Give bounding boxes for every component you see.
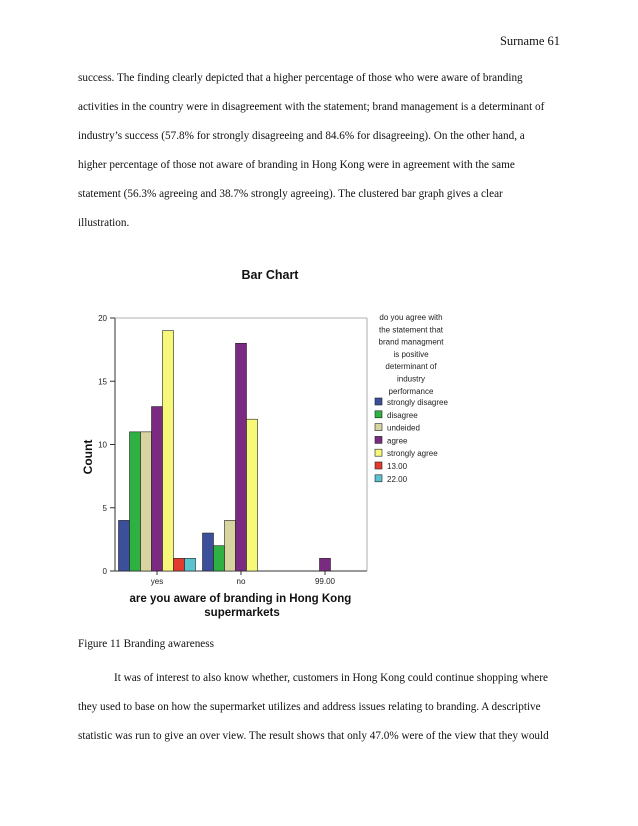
bar-2-3	[320, 558, 331, 571]
bars	[119, 331, 331, 571]
bar-0-6	[185, 558, 196, 571]
legend-item-label: undeided	[387, 423, 420, 433]
legend-title	[379, 313, 445, 396]
legend-swatch	[375, 475, 382, 482]
y-tick-label: 10	[98, 440, 107, 450]
legend-title-line: determinant of	[385, 362, 437, 372]
legend-swatch	[375, 449, 382, 456]
x-tick-label: no	[236, 577, 246, 586]
text-line: statistic was run to give an over view. The result shows that only 47.0% were of the view that they would	[78, 730, 549, 742]
legend-title-line: industry	[396, 374, 426, 384]
text-line: activities in the country were in disagreement with the statement; brand management is a determinant of	[78, 101, 545, 113]
paragraph-2	[78, 664, 568, 751]
legend-item-label: 22.00	[387, 474, 408, 484]
bar-0-4	[163, 331, 174, 571]
bar-0-0	[119, 520, 130, 571]
y-ticks	[98, 314, 115, 576]
bar-0-5	[174, 558, 185, 571]
legend-swatch	[375, 462, 382, 469]
text-line: success. The finding clearly depicted that a higher percentage of those who were aware of branding	[78, 72, 523, 84]
bar-1-0	[203, 533, 214, 571]
page-header: Surname 61	[499, 34, 560, 48]
y-tick-label: 5	[102, 503, 107, 513]
text-line: higher percentage of those not aware of branding in Hong Kong were in agreement with the same	[78, 159, 515, 171]
x-axis-label	[130, 593, 355, 619]
legend-item-label: strongly disagree	[387, 398, 448, 407]
text-line: they used to base on how the supermarket utilizes and address issues relating to branding. A descriptive	[78, 701, 541, 713]
bar-0-2	[141, 432, 152, 571]
bar-1-1	[214, 546, 225, 571]
legend-item-label: strongly agree	[387, 449, 438, 459]
x-axis-label-line-1: are you aware of branding in Hong Kong	[129, 593, 352, 605]
x-ticks	[151, 571, 336, 586]
legend-item-label: 13.00	[387, 462, 408, 471]
legend-title-line: brand managment	[378, 337, 444, 347]
legend-swatch	[375, 436, 382, 443]
legend-item-label: agree	[387, 436, 408, 446]
y-tick-label: 15	[98, 377, 107, 387]
chart-title: Bar Chart	[241, 268, 299, 282]
x-tick-label: 99.00	[314, 577, 336, 586]
legend-swatch	[375, 398, 382, 405]
bar-0-1	[130, 432, 141, 571]
legend-title-line: the statement that	[378, 325, 444, 335]
bar-1-2	[225, 520, 236, 571]
bar-0-3	[152, 407, 163, 571]
x-tick-label: yes	[150, 577, 164, 586]
y-tick-label: 20	[98, 314, 107, 323]
legend-title-line: is positive	[393, 349, 429, 359]
legend	[375, 313, 448, 484]
y-tick-label: 0	[102, 567, 107, 576]
legend-item-label: disagree	[387, 410, 418, 420]
x-axis-label-line-2: supermarkets	[204, 607, 280, 619]
text-line: It was of interest to also know whether, customers in Hong Kong could continue shopping where	[114, 672, 548, 684]
legend-items	[375, 398, 448, 484]
figure-caption: Figure 11 Branding awareness	[78, 638, 214, 650]
bar-1-3	[236, 343, 247, 571]
legend-swatch	[375, 424, 382, 431]
text-line: industry’s success (57.8% for strongly disagreeing and 84.6% for disagreeing). On the other hand, a	[78, 130, 525, 142]
legend-swatch	[375, 411, 382, 418]
text-line: illustration.	[78, 217, 130, 229]
y-axis-label: Count	[81, 439, 95, 475]
legend-title-line: performance	[388, 386, 434, 396]
legend-title-line: do you agree with	[379, 313, 443, 322]
text-line: statement (56.3% agreeing and 38.7% strongly agreeing). The clustered bar graph gives a clear	[78, 188, 503, 200]
bar-1-4	[247, 419, 258, 571]
